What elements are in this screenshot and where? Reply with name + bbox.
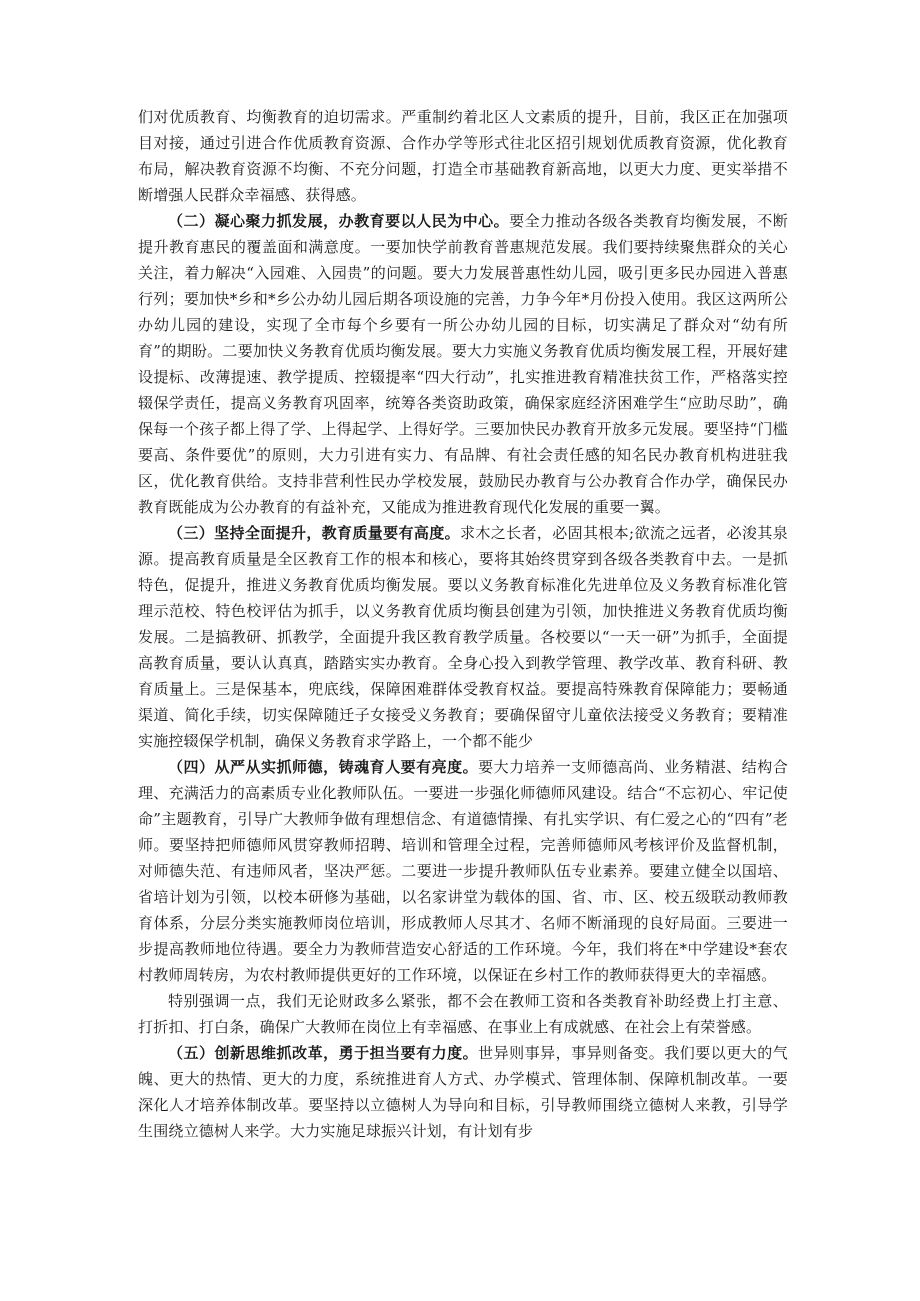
paragraph-text: 要全力推动各级各类教育均衡发展，不断提升教育惠民的覆盖面和满意度。一要加快学前教育普惠规范发展。我们要持续聚焦群众的关心关注，着力解决“入园难、入园贵”的问题。要大力发展普惠性幼儿园，吸引更多民办园进入普惠行列；要加快*乡和*乡公办幼儿园后期各项设施的完善，力争今年*月份投入使用。我区这两所公办幼儿园的建设，实现了全市每个乡要有一所公办幼儿园的目标，切实满足了群众对“幼有所育”的期盼。二要加快义务教育优质均衡发展。要大力实施义务教育优质均衡发展工程，开展好建设提标、改薄提速、教学提质、控辍提率“四大行动”，扎实推进教育精准扶贫工作，严格落实控辍保学责任，提高义务教育巩固率，统筹各类资助政策，确保家庭经济困难学生“应助尽助”，确保每一个孩子都上得了学、上得起学、上得好学。三要加快民办教育开放多元发展。要坚持“门槛要高、条件要优”的原则，大力引进有实力、有品牌、有社会责任感的知名民办教育机构进驻我区，优化教育供给。支持非营利性民办学校发展，鼓励民办教育与公办教育合作办学，确保民办教育既能成为公办教育的有益补充，又能成为推进教育现代化发展的重要一翼。 — [138, 212, 788, 516]
paragraph-text: 求木之长者，必固其根本;欲流之远者，必浚其泉源。提高教育质量是全区教育工作的根本和核心，要将其始终贯穿到各级各类教育中去。一是抓特色，促提升，推进义务教育优质均衡发展。要以义务教育标准化先进单位及义务教育标准化管理示范校、特色校评估为抓手，以义务教育优质均衡县创建为引领，加快推进义务教育优质均衡发展。二是搞教研、抓教学，全面提升我区教育教学质量。各校要以“一天一研”为抓手，全面提高教育质量，要认认真真，踏踏实实办教育。全身心投入到教学管理、教学改革、教育科研、教育质量上。三是保基本，兜底线，保障困难群体受教育权益。要提高特殊教育保障能力；要畅通渠道、简化手续，切实保障随迁子女接受义务教育；要确保留守儿童依法接受义务教育；要精准实施控辍保学机制，确保义务教育求学路上，一个都不能少 — [138, 524, 788, 750]
paragraph-emphasis — [138, 988, 788, 1040]
section-heading: （二）凝心聚力抓发展，办教育要以人民为中心。 — [168, 212, 510, 230]
paragraph-section-5 — [138, 1040, 788, 1144]
section-heading: （四）从严从实抓师德，铸魂育人要有亮度。 — [168, 758, 479, 776]
paragraph-text: 世异则事异，事异则备变。我们要以更大的气魄、更大的热情、更大的力度，系统推进育人方式、办学模式、管理体制、保障机制改革。一要深化人才培养体制改革。要坚持以立德树人为导向和目标，引导教师围绕立德树人来教，引导学生围绕立德树人来学。大力实施足球振兴计划，有计划有步 — [138, 1044, 788, 1140]
paragraph-text: 要大力培养一支师德高尚、业务精湛、结构合理、充满活力的高素质专业化教师队伍。一要进一步强化师德师风建设。结合“不忘初心、牢记使命”主题教育，引导广大教师争做有理想信念、有道德情操、有扎实学识、有仁爱之心的“四有”老师。要坚持把师德师风贯穿教师招聘、培训和管理全过程，完善师德师风考核评价及监督机制，对师德失范、有违师风者，坚决严惩。二要进一步提升教师队伍专业素养。要建立健全以国培、省培计划为引领，以校本研修为基础，以名家讲堂为载体的国、省、市、区、校五级联动教师教育体系，分层分类实施教师岗位培训，形成教师人尽其才、名师不断涌现的良好局面。三要进一步提高教师地位待遇。要全力为教师营造安心舒适的工作环境。今年，我们将在*中学建设*套农村教师周转房，为农村教师提供更好的工作环境，以保证在乡村工作的教师获得更大的幸福感。 — [138, 758, 788, 984]
paragraph-section-3 — [138, 520, 788, 754]
paragraph-text: 特别强调一点，我们无论财政多么紧张，都不会在教师工资和各类教育补助经费上打主意、打折扣、打白条，确保广大教师在岗位上有幸福感、在事业上有成就感、在社会上有荣誉感。 — [138, 992, 788, 1036]
paragraph-continuation — [138, 104, 788, 208]
document-page — [138, 104, 788, 1144]
section-heading: （三）坚持全面提升，教育质量要有高度。 — [168, 524, 460, 542]
paragraph-section-2 — [138, 208, 788, 520]
paragraph-text: 们对优质教育、均衡教育的迫切需求。严重制约着北区人文素质的提升，目前，我区正在加强项目对接，通过引进合作优质教育资源、合作办学等形式往北区招引规划优质教育资源，优化教育布局，解决教育资源不均衡、不充分问题，打造全市基础教育新高地，以更大力度、更实举措不断增强人民群众幸福感、获得感。 — [138, 108, 788, 204]
paragraph-section-4 — [138, 754, 788, 988]
section-heading: （五）创新思维抓改革，勇于担当要有力度。 — [168, 1044, 479, 1062]
